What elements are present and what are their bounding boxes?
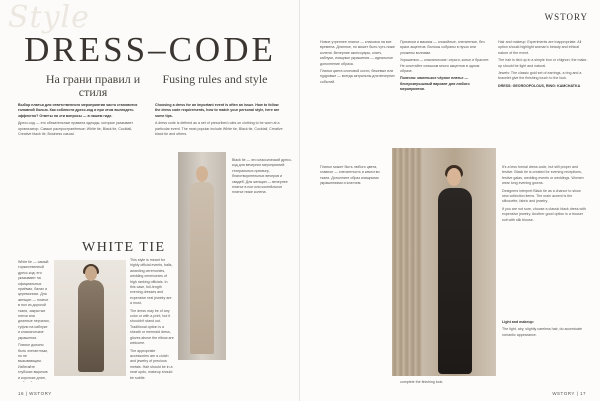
right-col-3: [498, 40, 588, 148]
white-tie-ru-text: White tie — самый торжественный дресс-код: его указывают на официальных приёмах, балах и церемониях. Для женщин — платье в пол из дорогой ткани, закрытые плечи или длинные перчатки, туфли на каблуке и классические украшения.: [18, 260, 50, 340]
white-tie-en-text: This style is meant for highly official events, balls, awarding ceremonies, wedding ceremonies of high ranking officials. In this case, full-length evening dresses and expensive real jewelry are a must.: [130, 258, 173, 306]
black-tie-photo-1: [178, 152, 226, 360]
black-tie-en-text-3: If you are not sure, choose a classic black dress with expensive jewelry. Another good option is a trouser suit with silk blouse.: [502, 206, 586, 222]
white-tie-en-column: [130, 258, 174, 382]
photo-credits: DRESS: GEORGOPOLOUS, RING: KAMCHATKA: [498, 83, 581, 88]
right-col-2-text: Прически и макияж — спокойные, элегантные, без ярких акцентов. Волосы собраны в пучок или уложены волнами.: [400, 40, 485, 55]
black-tie-ru-text: Black tie — это классический дресс-код для вечерних мероприятий: театральных премьер, благотворительных вечеров и свадеб. Для женщин — вечернее платье в пол или коктейльное платье ниже колена.: [232, 158, 292, 195]
right-col-3-text: Hair and makeup: Experiments are inappropriate. All option should highlight woman's beauty and ethical nature of the event.: [498, 40, 582, 55]
complete-line: [400, 380, 490, 388]
light-makeup-block: [502, 320, 588, 360]
style-decor-text: Style: [8, 0, 90, 35]
light-makeup-head: Light and makeup:: [502, 320, 534, 324]
intro-en-lead: Choosing a dress for an important event is often an issue. How to follow the dress code requirements, how to match your personal style, here are some tips.: [155, 103, 280, 118]
subtitle-ru: На грани правил и стиля: [45, 72, 141, 99]
right-page-number: WSTORY | 17: [552, 391, 586, 396]
right-col-2: [400, 40, 490, 148]
page-title: DRESS–CODE: [24, 30, 276, 69]
intro-ru-column: [18, 103, 146, 161]
right-col-2-text-2: Украшения — классические: серьги, колье и браслет. Не сочетайте слишком много акцентов в одном образе.: [400, 58, 490, 74]
white-tie-ru-text-2: Платье должно быть элегантным, но не вызывающим. Избегайте глубоких вырезов и коротких длин,: [18, 343, 48, 380]
black-tie-ru-text-2: Платье может быть любого цвета, главное — элегантность и качество ткани. Дополните образ изящными украшениями и клатчем.: [320, 165, 380, 186]
subtitle-en: Fusing rules and style: [162, 72, 268, 86]
black-tie-en-text: It's a less formal dress code, but still proper and festive. Black tie is created for evening receptions, festive galas, wedding events or weddings. Women wear long evening gowns.: [502, 165, 584, 186]
intro-en-body: A dress code is defined as a set of prescribed rules on clothing to be worn at a particular event. The most popular include White tie, Black tie, Cocktail, Creative black tie and others.: [155, 121, 283, 137]
complete-text: complete the finishing look.: [400, 380, 444, 384]
black-tie-ru-column-left: [232, 158, 294, 368]
right-col-1-text-2: Платья цвета слоновой кости, бежевые или пудровые — всегда актуальны для вечерних событий.: [320, 69, 395, 84]
white-tie-en-text-2: The dress may be of any color or with a print, but it shouldn't stand out. Traditional option is a sheath or mermaid dress, gloves above the elbow are welcome.: [130, 308, 174, 346]
intro-ru-lead: Выбор платья для ответственного мероприятия часто становится головной болью. Как соблюсти дресс-код и при этом выглядеть эффектно? Ответы на эти вопросы — в нашем гиде.: [18, 103, 138, 118]
black-tie-en-column: [502, 165, 588, 315]
right-col-1: [320, 40, 395, 140]
white-tie-heading: WHITE TIE: [82, 240, 166, 255]
light-makeup-text: The light, airy, slightly careless hair, do accentuate romantic appearance.: [502, 327, 583, 337]
black-tie-ru-column: [320, 165, 388, 365]
right-col-1-text: Новое утреннее платье — классика на все времена. Длинное, но может быть чуть ниже колена. Вечерние аксессуары, клатч, каблуки, изящные украшения — идеальное дополнение образа.: [320, 40, 395, 66]
white-tie-ru-column: [18, 260, 50, 382]
right-page: [300, 0, 600, 401]
black-tie-photo-2: [392, 148, 496, 376]
white-tie-photo: [54, 260, 126, 376]
white-tie-en-text-3: The appropriate accessories are a clutch and jewelry of precious metals. Hair should be in a neat updo, makeup should be subtle.: [130, 348, 173, 380]
brand-logo: WSTORY: [544, 12, 588, 22]
right-col-3-text-3: Jewels: The classic gold set of earrings, a ring and a bracelet give the finishing touch to the look.: [498, 71, 582, 81]
black-tie-en-text-2: Designers interpret Black tie as a chance to show new collection items. The main accent is the silhouette, fabric and jewelry.: [502, 188, 581, 204]
right-col-2-text-3: Полезно: маленькое чёрное платье — беспроигрышный вариант для любого мероприятия.: [400, 76, 470, 92]
intro-ru-body: Дресс-код — это обязательные правила одежды, которые указывает организатор. Самые распространённые: White tie, Black tie, Cocktail, Creative black tie, Business casual.: [18, 121, 134, 137]
right-col-3-text-2: The hair is tied up in a simple bun or chignon; the make-up should be light and natural.: [498, 58, 588, 68]
left-page-number: 16 | WSTORY: [18, 391, 52, 396]
